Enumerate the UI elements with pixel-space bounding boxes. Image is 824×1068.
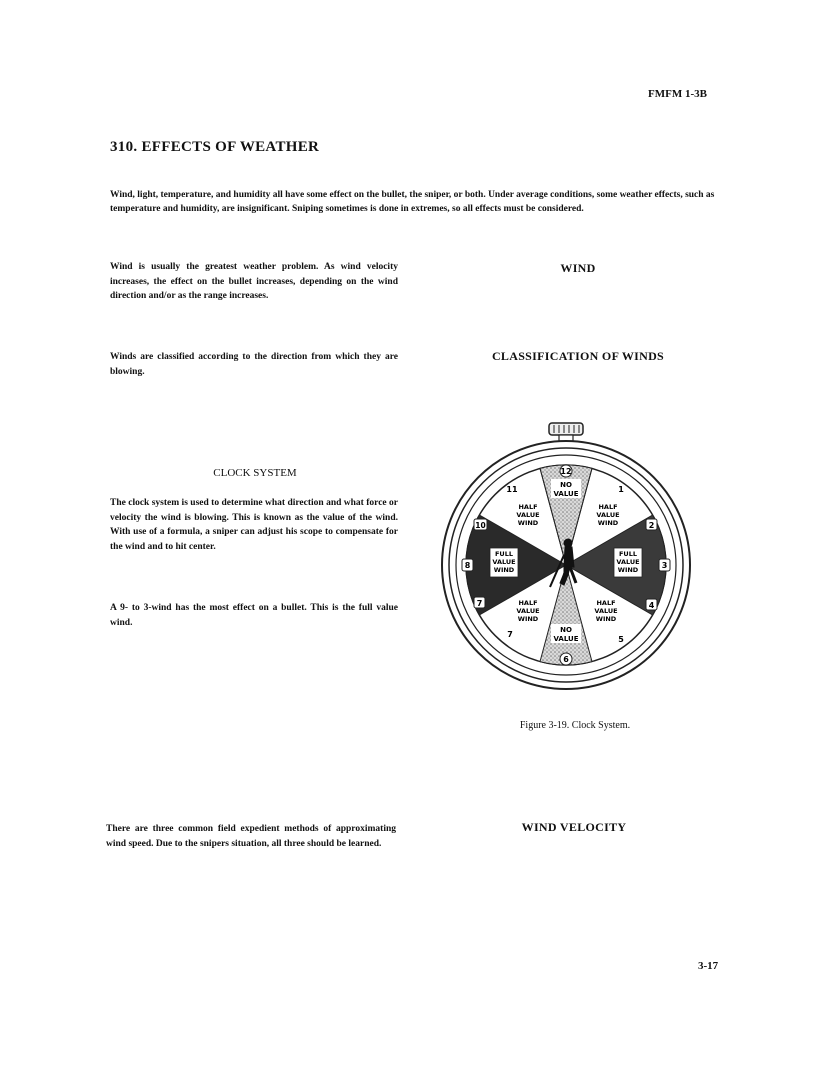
hour-12 [560, 465, 572, 477]
svg-text:HALF: HALF [518, 599, 538, 607]
wind-heading: WIND [560, 261, 596, 275]
svg-text:FULL: FULL [618, 550, 638, 558]
svg-text:HALF: HALF [518, 503, 538, 511]
figure-caption: Figure 3-19. Clock System. [519, 720, 631, 731]
svg-text:WIND: WIND [617, 566, 639, 574]
svg-text:VALUE: VALUE [553, 490, 579, 498]
svg-text:WIND: WIND [597, 519, 619, 527]
svg-text:WIND: WIND [595, 615, 617, 623]
svg-text:HALF: HALF [598, 503, 618, 511]
wind-paragraph: Wind is usually the greatest weather problem. As wind velocity increases, the effect on the bullet increases, depending on the wind direction and/or as the range increases. [110, 262, 398, 301]
hour-4 [646, 599, 657, 610]
svg-text:6: 6 [563, 655, 569, 664]
clock-system-paragraph: The clock system is used to determine what direction and what force or velocity the wind is blowing. This is known as the value of the wind. With use of a formula, a sniper can adjust his scope to compensate for the wind and to hit center. [110, 498, 398, 552]
svg-text:HALF: HALF [596, 599, 616, 607]
svg-text:VALUE: VALUE [616, 558, 640, 566]
label-half-lower-left [516, 599, 539, 623]
svg-text:VALUE: VALUE [596, 511, 620, 519]
wind-velocity-heading: WIND VELOCITY [521, 820, 627, 834]
section-title: 310. EFFECTS OF WEATHER [110, 139, 320, 155]
label-half-upper-left [516, 503, 539, 527]
hour-9 [462, 559, 473, 571]
hour-10 [474, 519, 487, 530]
svg-text:VALUE: VALUE [516, 511, 540, 519]
hour-6 [560, 653, 572, 665]
svg-text:12: 12 [560, 467, 572, 476]
intro-paragraph: Wind, light, temperature, and humidity all have some effect on the bullet, the sniper, or both. Under average conditions, some weather effects, such as temperature and humidity, are insignificant. Sniping sometimes is done in extremes, so all effects must be considered. [110, 190, 715, 214]
svg-text:VALUE: VALUE [492, 558, 516, 566]
classification-paragraph: Winds are classified according to the direction from which they are blowing. [110, 352, 398, 377]
hour-2 [646, 519, 657, 530]
hour-8 [474, 597, 485, 608]
svg-text:VALUE: VALUE [594, 607, 618, 615]
svg-text:8: 8 [464, 561, 471, 570]
hour-7: 7 [507, 630, 513, 639]
label-no-value-bottom [551, 624, 581, 643]
svg-text:VALUE: VALUE [553, 635, 579, 643]
svg-text:10: 10 [475, 521, 486, 530]
svg-text:2: 2 [648, 521, 655, 530]
clock-system-heading: CLOCK SYSTEM [213, 467, 297, 479]
label-no-value-top [551, 479, 581, 498]
label-full-left [490, 548, 518, 577]
classification-heading: CLASSIFICATION OF WINDS [491, 349, 665, 363]
svg-text:NO: NO [560, 481, 572, 489]
svg-text:3: 3 [661, 561, 668, 570]
svg-text:WIND: WIND [517, 615, 539, 623]
svg-text:FULL: FULL [494, 550, 514, 558]
label-full-right [614, 548, 642, 577]
hour-3 [659, 559, 670, 571]
full-value-paragraph: A 9- to 3-wind has the most effect on a bullet. This is the full value wind. [110, 603, 398, 628]
page-number: 3-17 [698, 960, 719, 972]
velocity-paragraph: There are three common field expedient methods of approximating wind speed. Due to the snipers situation, all three should be learned. [106, 824, 396, 849]
hour-1: 1 [618, 485, 624, 494]
svg-text:7: 7 [476, 599, 483, 608]
label-half-upper-right [596, 503, 619, 527]
clock-system-figure [438, 415, 716, 695]
clock-diagram [438, 415, 716, 695]
label-half-lower-right [594, 599, 617, 623]
svg-text:WIND: WIND [517, 519, 539, 527]
svg-text:4: 4 [648, 601, 655, 610]
document-id: FMFM 1-3B [648, 88, 707, 100]
svg-text:NO: NO [560, 626, 572, 634]
hour-5: 5 [618, 635, 624, 644]
svg-text:WIND: WIND [493, 566, 515, 574]
svg-text:VALUE: VALUE [516, 607, 540, 615]
hour-11: 11 [506, 485, 518, 494]
